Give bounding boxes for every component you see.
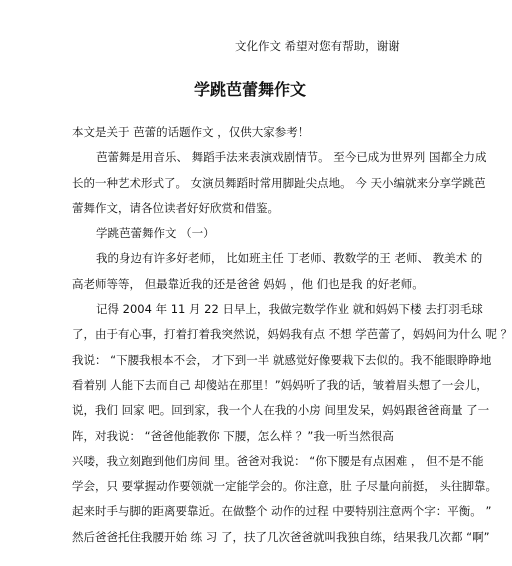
- paragraph-line: 看着别 人能下去而自己 却傻站在那里！”妈妈听了我的话，皱着眉头想了一会儿，: [72, 377, 488, 392]
- section-heading: 学跳芭蕾舞作文 （一）: [96, 226, 215, 241]
- paragraph-line: 我说： “下腰我根本不会， 才下到一半 就感觉好像要栽下去似的。我不能眼睁睁地: [72, 352, 492, 367]
- paragraph-line: 记得 2004 年 11 月 22 日早上，我做完数学作业 就和妈妈下楼 去打羽毛球: [96, 302, 483, 317]
- paragraph-line: 长的一种艺术形式了。 女演员舞蹈时常用脚趾尖点地。 今 天小编就来分享学跳芭: [72, 175, 486, 190]
- paragraph-line: 起来时手与脚的距离要靠近。在做整个 动作的过程 中要特别注意两个字：平衡。 ”: [72, 504, 492, 519]
- document-title: 学跳芭蕾舞作文: [193, 80, 306, 99]
- paragraph-line: 说，我们 回家 吧。回到家，我一个人在我的小房 间里发呆，妈妈跟爸爸商量 了一: [72, 403, 490, 418]
- paragraph-line: 本文是关于 芭蕾的话题作文 ，仅供大家参考！: [72, 125, 310, 139]
- document-header: 文化作文 希望对您有帮助，谢谢: [235, 39, 400, 53]
- paragraph-line: 兴喽，我立刻跑到他们房间 里。爸爸对我说： “你下腰是有点困难 ， 但不是不能: [72, 453, 484, 468]
- paragraph-line: 阵，对我说： “爸爸他能教你 下腰，怎么样 ？”我一听当然很高: [72, 428, 394, 443]
- document-body: [72, 120, 512, 550]
- paragraph-line: 我的身边有许多好老师， 比如班主任 丁老师、教数学的王 老师、 教美术 的: [96, 251, 483, 266]
- paragraph-line: 学会，只 要掌握动作要领就一定能学会的。你注意，肚 子尽量向前挺， 头往脚靠。: [72, 479, 497, 494]
- paragraph-line: 蕾舞作文，请各位读者好好欣赏和借鉴。: [72, 200, 279, 215]
- paragraph-line: 了，由于有心事，打着打着我突然说，妈妈我有点 不想 学芭蕾了，妈妈问为什么 呢 ？: [72, 327, 512, 342]
- paragraph-line: 高老师等等， 但最靠近我的还是爸爸 妈妈 ，他 们也是我 的好老师。: [72, 276, 424, 291]
- paragraph-line: 然后爸爸托住我腰开始 练 习 了，扶了几次爸爸就叫我独自练，结果我几次都 “啊”: [72, 529, 490, 544]
- paragraph-line: 芭蕾舞是用音乐、 舞蹈手法来表演戏剧情节。 至今已成为世界列 国都全力成: [96, 150, 487, 165]
